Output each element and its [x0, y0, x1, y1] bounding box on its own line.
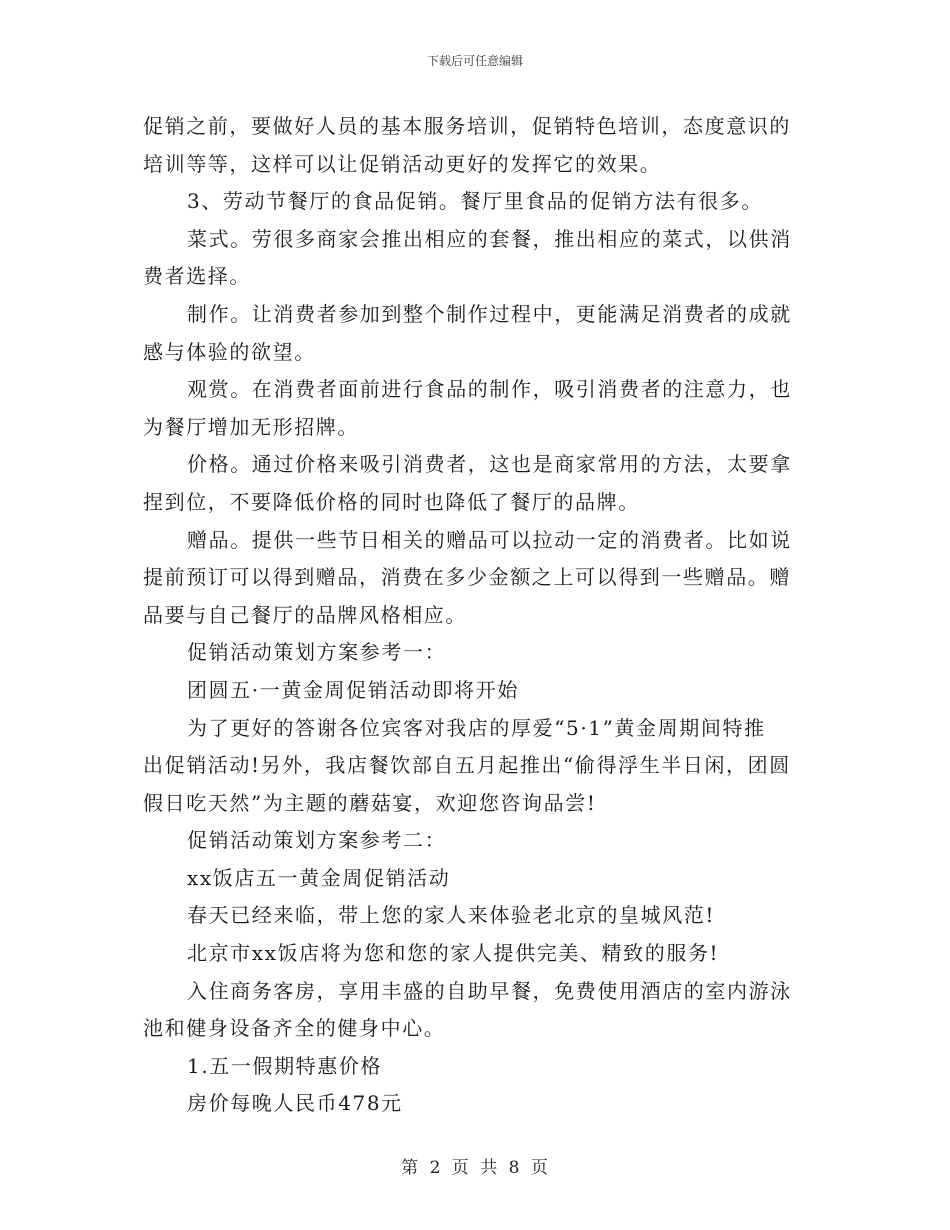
- text-line: 池和健身设备齐全的健身中心。: [143, 1016, 446, 1041]
- text-line: 假日吃天然”为主题的蘑菇宴，欢迎您咨询品尝!: [143, 790, 597, 815]
- text-line: 价格。通过价格来吸引消费者，这也是商家常用的方法，太要拿: [187, 452, 792, 477]
- text-line: 为餐厅增加无形招牌。: [143, 414, 359, 439]
- text-line: 培训等等，这样可以让促销活动更好的发挥它的效果。: [143, 151, 662, 176]
- text-line: xx饭店五一黄金周促销活动: [187, 865, 451, 890]
- text-line: 促销活动策划方案参考一：: [187, 640, 447, 665]
- text-line: 春天已经来临，带上您的家人来体验老北京的皇城风范!: [187, 903, 716, 928]
- text-line: 为了更好的答谢各位宾客对我店的厚爱“5·1”黄金周期间特推: [187, 715, 766, 740]
- text-line: 促销之前，要做好人员的基本服务培训，促销特色培训，态度意识的: [143, 114, 791, 138]
- page-footer: 第 2 页 共 8 页: [401, 1158, 549, 1178]
- text-line: 1.五一假期特惠价格: [187, 1053, 383, 1078]
- text-line: 捏到位，不要降低价格的同时也降低了餐厅的品牌。: [143, 489, 640, 514]
- text-line: 促销活动策划方案参考二：: [187, 828, 447, 853]
- text-line: 房价每晚人民币478元: [187, 1091, 403, 1116]
- text-line: 出促销活动!另外，我店餐饮部自五月起推出“偷得浮生半日闲，团圆: [143, 753, 791, 778]
- text-line: 费者选择。: [143, 264, 251, 289]
- text-line: 入住商务客房，享用丰盛的自助早餐，免费使用酒店的室内游泳: [187, 978, 792, 1003]
- text-line: 制作。让消费者参加到整个制作过程中，更能满足消费者的成就: [187, 301, 792, 326]
- text-line: 赠品。提供一些节日相关的赠品可以拉动一定的消费者。比如说: [187, 527, 792, 552]
- text-line: 提前预订可以得到赠品，消费在多少金额之上可以得到一些赠品。赠: [143, 565, 791, 590]
- text-line: 观赏。在消费者面前进行食品的制作，吸引消费者的注意力，也: [187, 377, 792, 402]
- text-line: 团圆五·一黄金周促销活动即将开始: [187, 677, 519, 702]
- text-line: 品要与自己餐厅的品牌风格相应。: [143, 602, 467, 627]
- page-header: 下载后可任意编辑: [426, 54, 523, 68]
- text-line: 菜式。劳很多商家会推出相应的套餐，推出相应的菜式，以供消: [187, 226, 792, 251]
- text-line: 感与体验的欲望。: [143, 339, 316, 364]
- text-line: 北京市xx饭店将为您和您的家人提供完美、精致的服务!: [187, 941, 720, 966]
- text-line: 3、劳动节餐厅的食品促销。餐厅里食品的促销方法有很多。: [187, 189, 763, 214]
- document-body: [143, 108, 803, 1123]
